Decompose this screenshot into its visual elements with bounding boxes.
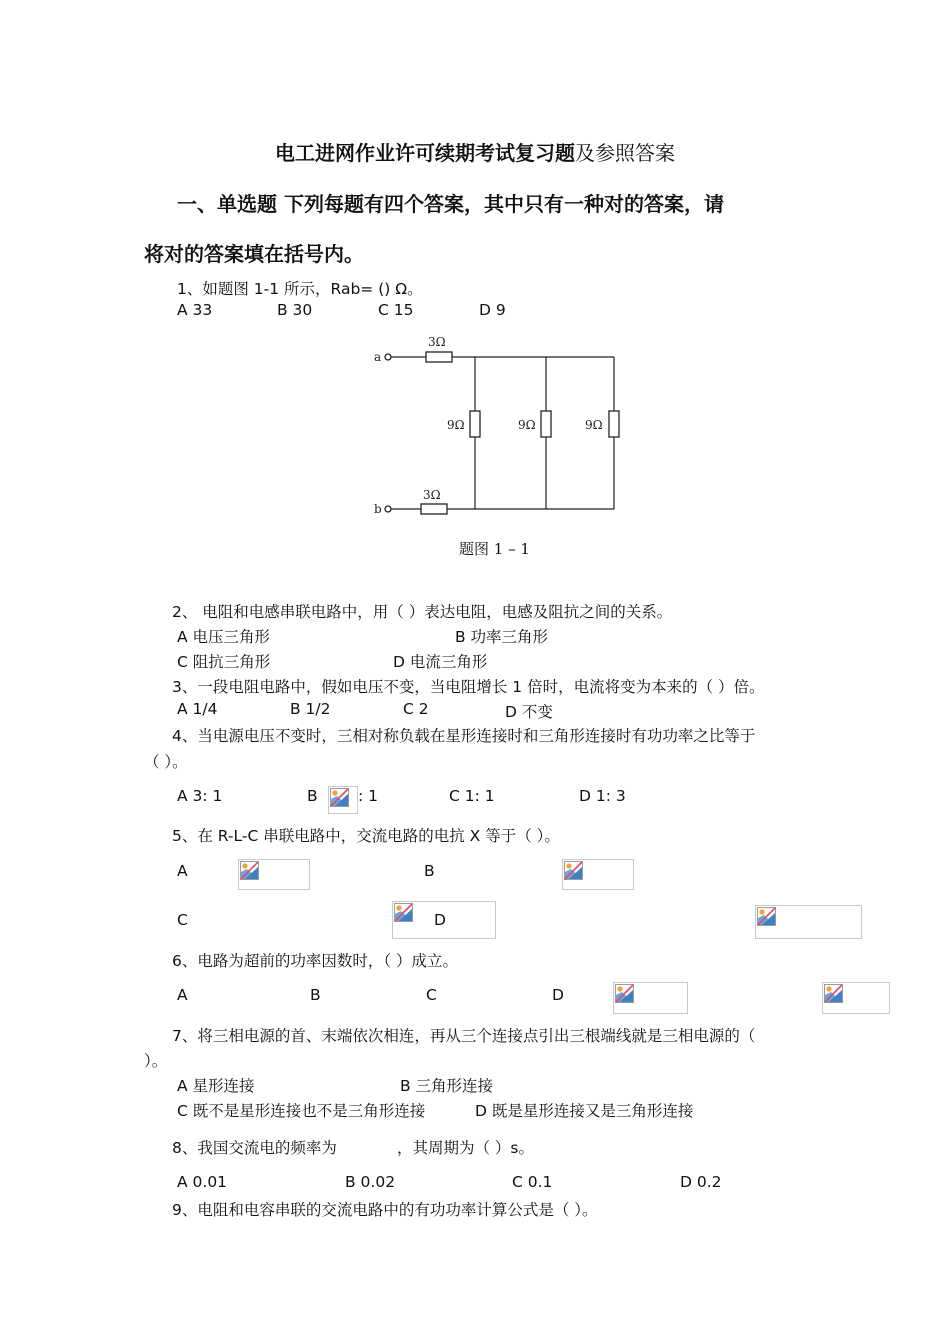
q8-option-c: C 0.1 [512,1173,553,1191]
q6-option-a-formula-image [613,982,688,1014]
q7-option-a: A 星形连接 [177,1077,255,1095]
q8-option-a: A 0.01 [177,1173,228,1191]
q5-option-a-formula-image [238,859,310,890]
broken-image-icon [757,907,776,926]
q6-option-c: C [426,986,437,1004]
resistor-1 [470,411,480,437]
section-heading-line1: 一、单选题 下列每题有四个答案，其中只有一种对的答案，请 [177,192,724,216]
q6-option-a: A [177,986,188,1004]
section-heading-line2: 将对的答案填在括号内。 [144,242,364,266]
q1-option-d: D 9 [479,301,506,319]
question-3: 3、一段电阻电路中，假如电压不变，当电阻增长 1 倍时，电流将变为本来的（ ）倍。 [172,678,765,696]
document-title [0,137,950,166]
q3-option-a: A 1/4 [177,700,218,718]
resistor-bottom [421,504,447,514]
q3-option-b: B 1/2 [290,700,331,718]
q2-option-c: C 阻抗三角形 [177,653,271,671]
q4-option-b-ratio: : 1 [358,787,379,805]
q2-option-b: B 功率三角形 [455,628,549,646]
question-4-line2: （ ）。 [144,753,188,771]
q5-option-b-formula-image [562,859,634,890]
question-7-line2: ）。 [144,1052,168,1070]
question-8-prefix: 8、我国交流电的频率为 [172,1139,337,1157]
q4-option-c: C 1: 1 [449,787,495,805]
broken-image-icon [330,788,349,807]
q5-option-b: B [424,862,435,880]
q1-option-b: B 30 [277,301,313,319]
q7-option-d: D 既是星形连接又是三角形连接 [475,1102,694,1120]
question-1: 1、如题图 1-1 所示，Rab= () Ω。 [177,280,423,298]
q3-option-d: D 不变 [505,703,553,721]
title-main: 电工进网作业许可续期考试复习题 [275,141,575,165]
q5-option-d-formula-image [755,905,862,939]
node-b-label: b [374,502,382,516]
q1-option-c: C 15 [378,301,414,319]
q8-option-b: B 0.02 [345,1173,396,1191]
resistor-2 [541,411,551,437]
q2-option-a: A 电压三角形 [177,628,271,646]
broken-image-icon [394,903,413,922]
q5-option-d: D [434,911,446,929]
broken-image-icon [615,984,634,1003]
q4-option-a: A 3: 1 [177,787,223,805]
broken-image-icon [564,861,583,880]
r3-label: 9Ω [585,418,603,432]
q5-option-a: A [177,862,188,880]
resistor-top [426,352,452,362]
terminal-b [385,506,391,512]
q6-option-d: D [552,986,564,1004]
r1-label: 9Ω [447,418,465,432]
question-4-line1: 4、当电源电压不变时，三相对称负载在星形连接时和三角形连接时有功功率之比等于 [172,727,756,745]
node-a-label: a [374,350,382,364]
r-bottom-label: 3Ω [423,488,441,502]
q7-option-c: C 既不是星形连接也不是三角形连接 [177,1102,426,1120]
resistor-3 [609,411,619,437]
q4-option-d: D 1: 3 [579,787,626,805]
q6-option-b: B [310,986,321,1004]
q8-option-d: D 0.2 [680,1173,722,1191]
q2-option-d: D 电流三角形 [393,653,488,671]
q6-option-b-formula-image [822,982,890,1014]
question-5: 5、在 R-L-C 串联电路中，交流电路的电抗 X 等于（ ）。 [172,827,560,845]
question-8-suffix: ，其周期为（ ）s。 [397,1139,535,1157]
q4-option-b-label: B [307,787,318,805]
broken-image-icon [824,984,843,1003]
figure-caption: 题图 1 – 1 [459,540,530,558]
question-7-line1: 7、将三相电源的首、末端依次相连，再从三个连接点引出三根端线就是三相电源的（ [172,1027,756,1045]
q4-option-b-formula-image [328,786,358,814]
q7-option-b: B 三角形连接 [400,1077,494,1095]
q5-option-c: C [177,911,188,929]
circuit-diagram [360,330,630,570]
question-2: 2、 电阻和电感串联电路中，用（ ）表达电阻，电感及阻抗之间的关系。 [172,603,673,621]
title-tail: 及参照答案 [575,141,675,165]
q1-option-a: A 33 [177,301,213,319]
terminal-a [385,354,391,360]
r2-label: 9Ω [518,418,536,432]
q3-option-c: C 2 [403,700,429,718]
broken-image-icon [240,861,259,880]
question-9: 9、电阻和电容串联的交流电路中的有功功率计算公式是（ ）。 [172,1201,598,1219]
r-top-label: 3Ω [428,335,446,349]
question-6: 6、电路为超前的功率因数时，（ ）成立。 [172,952,459,970]
